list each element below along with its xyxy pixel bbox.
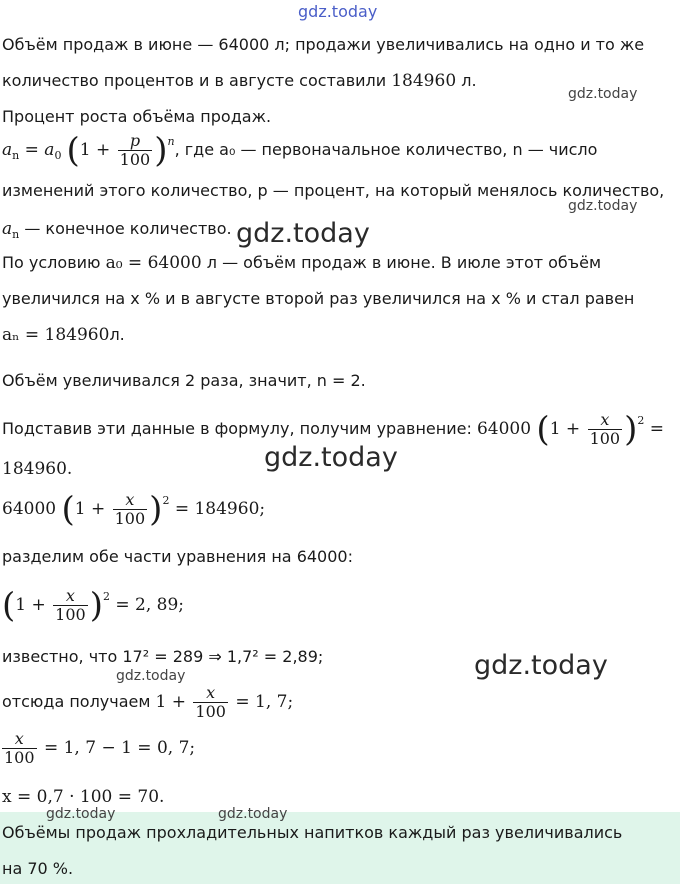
formula-line: $a_n = a_0$ (1 + $\frac{p}{100}$ )$^n$, где a₀ — первоначальное количество, n — число xyxy=(2,130,598,171)
watermark: gdz.today xyxy=(218,806,288,822)
answer-line: Объёмы продаж прохладительных напитков каждый раз увеличивались xyxy=(2,823,623,842)
text-line: 184960. xyxy=(2,459,73,479)
formula-line: Подставив эти данные в формулу, получим уравнение: 64000 (1 + $\frac{x}{100}$ )$^2$ = xyxy=(2,409,665,450)
answer-line: на 70 %. xyxy=(2,859,74,878)
text-line: Процент роста объёма продаж. xyxy=(2,107,272,126)
text-line: По условию a₀ = 64000 л — объём продаж в июне. В июле этот объём xyxy=(2,253,602,273)
formula-line: 64000 (1 + $\frac{x}{100}$ )$^2$ = 184960; xyxy=(2,489,266,530)
watermark: gdz.today xyxy=(264,442,398,473)
formula-line: (1 + $\frac{x}{100}$ )$^2$ = 2, 89; xyxy=(2,585,184,626)
watermark: gdz.today xyxy=(568,198,638,214)
text-line: количество процентов и в августе составили 184960 л. xyxy=(2,71,477,91)
watermark: gdz.today xyxy=(46,806,116,822)
text-line: x = 0,7 · 100 = 70. xyxy=(2,787,165,807)
formula-line: $\frac{x}{100}$ = 1, 7 − 1 = 0, 7; xyxy=(4,729,196,767)
formula-line: отсюда получаем 1 + $\frac{x}{100}$ = 1, 7; xyxy=(2,683,294,721)
watermark: gdz.today xyxy=(568,86,638,102)
watermark: gdz.today xyxy=(236,218,370,249)
watermark: gdz.today xyxy=(298,2,378,21)
text-line: $a_n$ — конечное количество. xyxy=(2,219,232,242)
watermark: gdz.today xyxy=(474,650,608,681)
text-line: aₙ = 184960л. xyxy=(2,325,125,345)
text-line: изменений этого количество, p — процент, на который менялось количество, xyxy=(2,181,665,200)
text-line: Объём увеличивался 2 раза, значит, n = 2. xyxy=(2,371,366,390)
watermark: gdz.today xyxy=(116,668,186,684)
text-line: увеличился на x % и в августе второй раз увеличился на x % и стал равен xyxy=(2,289,635,308)
text-line: известно, что 17² = 289 ⇒ 1,7² = 2,89; xyxy=(2,647,324,666)
text-line: Объём продаж в июне — 64000 л; продажи увеличивались на одно и то же xyxy=(2,35,645,54)
text-line: разделим обе части уравнения на 64000: xyxy=(2,547,353,566)
